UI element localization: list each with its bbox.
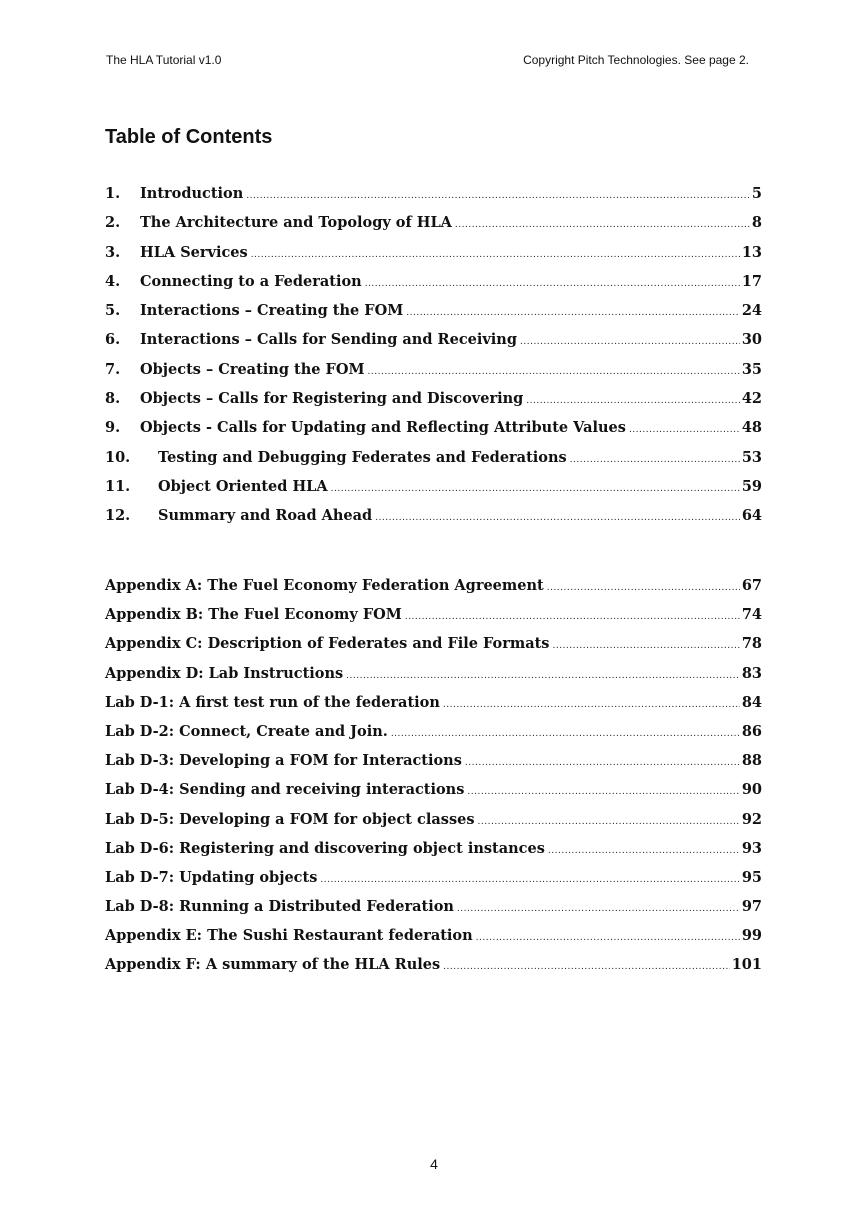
toc-entry-title: Objects - Calls for Updating and Reflecting Attribute Values xyxy=(140,419,626,437)
toc-entry-page-number: 78 xyxy=(741,635,762,653)
toc-dot-leader xyxy=(552,633,739,659)
toc-entry[interactable] xyxy=(105,748,762,777)
toc-entry[interactable] xyxy=(105,602,762,631)
toc-entry-page-number: 13 xyxy=(741,243,762,261)
toc-entry-number: 3. xyxy=(105,243,121,261)
toc-entry[interactable] xyxy=(105,327,762,356)
toc-dot-leader xyxy=(455,212,750,238)
toc-entry-title: Objects – Calls for Registering and Discovering xyxy=(140,390,524,408)
page-number: 4 xyxy=(430,1156,438,1172)
toc-entry-number: 11. xyxy=(105,477,131,495)
toc-dot-leader xyxy=(570,447,740,473)
toc-entry-number: 8. xyxy=(105,390,121,408)
toc-entry[interactable] xyxy=(105,386,762,415)
toc-entry[interactable] xyxy=(105,807,762,836)
toc-entry[interactable] xyxy=(105,661,762,690)
toc-dot-leader xyxy=(548,838,740,864)
toc-entry-title: Lab D-3: Developing a FOM for Interactions xyxy=(105,752,462,770)
toc-entry-title: Lab D-5: Developing a FOM for object classes xyxy=(105,810,475,828)
toc-entry-number: 12. xyxy=(105,507,131,525)
toc-entry-title: Appendix E: The Sushi Restaurant federation xyxy=(105,927,473,945)
toc-entry-number: 2. xyxy=(105,214,121,232)
toc-entry[interactable] xyxy=(105,503,762,532)
toc-dot-leader xyxy=(365,271,740,297)
toc-dot-leader xyxy=(320,867,739,893)
toc-entry-title: HLA Services xyxy=(140,243,248,261)
toc-entry-title: Appendix A: The Fuel Economy Federation Agreement xyxy=(105,577,544,594)
toc-entry-number: 1. xyxy=(105,185,121,202)
toc-entry[interactable] xyxy=(105,952,762,981)
toc-entry-title: Interactions – Creating the FOM xyxy=(140,302,404,320)
toc-entry-number: 7. xyxy=(105,360,121,378)
toc-dot-leader xyxy=(457,896,740,922)
toc-entry-number: 6. xyxy=(105,331,121,349)
toc-entry[interactable] xyxy=(105,240,762,269)
toc-entry-number: 4. xyxy=(105,272,121,290)
toc-dot-leader xyxy=(443,954,730,980)
toc-entry-title: Testing and Debugging Federates and Federations xyxy=(158,448,567,466)
toc-entry[interactable] xyxy=(105,269,762,298)
toc-entry-title: Object Oriented HLA xyxy=(158,477,328,495)
toc-entry[interactable] xyxy=(105,865,762,894)
toc-entry-page-number: 24 xyxy=(741,302,762,320)
toc-dot-leader xyxy=(467,779,739,805)
toc-entry-page-number: 93 xyxy=(741,839,762,857)
toc-entry[interactable] xyxy=(105,836,762,865)
toc-heading: Table of Contents xyxy=(105,126,273,148)
toc-dot-leader xyxy=(246,183,750,209)
toc-entry-title: Lab D-7: Updating objects xyxy=(105,868,318,886)
toc-entry-page-number: 97 xyxy=(741,898,762,916)
toc-entry-title: Appendix D: Lab Instructions xyxy=(105,664,344,682)
toc-entry-page-number: 92 xyxy=(741,810,762,828)
toc-entry[interactable] xyxy=(105,210,762,239)
toc-dot-leader xyxy=(346,663,740,689)
toc-entry-page-number: 30 xyxy=(741,331,762,349)
toc-entry-page-number: 5 xyxy=(751,185,762,202)
toc-dot-leader xyxy=(478,809,740,835)
toc-entry[interactable] xyxy=(105,298,762,327)
toc-dot-leader xyxy=(547,575,740,601)
toc-entry-page-number: 86 xyxy=(741,722,762,740)
toc-entry-page-number: 59 xyxy=(741,477,762,495)
page-header xyxy=(106,53,749,69)
toc-entry-title: Lab D-1: A first test run of the federation xyxy=(105,693,440,711)
toc-dot-leader xyxy=(526,388,740,414)
toc-entry[interactable] xyxy=(105,357,762,386)
header-doc-title: The HLA Tutorial v1.0 xyxy=(106,53,222,67)
toc-entry-title: Connecting to a Federation xyxy=(140,272,362,290)
toc-entry-title: Appendix B: The Fuel Economy FOM xyxy=(105,606,402,624)
toc-entry-title: Appendix C: Description of Federates and File Formats xyxy=(105,635,550,653)
toc-entry[interactable] xyxy=(105,573,762,602)
toc-entry-page-number: 67 xyxy=(741,577,762,594)
toc-entry[interactable] xyxy=(105,415,762,444)
toc-entry-number: 10. xyxy=(105,448,131,466)
toc-entry-page-number: 48 xyxy=(741,419,762,437)
toc-entry-page-number: 74 xyxy=(741,606,762,624)
toc-entry-page-number: 99 xyxy=(741,927,762,945)
toc-dot-leader xyxy=(368,359,740,385)
toc-dot-leader xyxy=(476,925,740,951)
toc-entry[interactable] xyxy=(105,445,762,474)
toc-entry-page-number: 83 xyxy=(741,664,762,682)
toc-entry[interactable] xyxy=(105,719,762,748)
toc-dot-leader xyxy=(405,604,740,630)
toc-entry[interactable] xyxy=(105,777,762,806)
toc-entry-title: Lab D-8: Running a Distributed Federation xyxy=(105,898,454,916)
toc-entry-number: 9. xyxy=(105,419,121,437)
toc-dot-leader xyxy=(443,692,740,718)
toc-entry[interactable] xyxy=(105,631,762,660)
toc-dot-leader xyxy=(406,300,740,326)
toc-entry-page-number: 42 xyxy=(741,390,762,408)
toc-entry-title: Lab D-4: Sending and receiving interactions xyxy=(105,781,465,799)
toc-entry-page-number: 101 xyxy=(731,956,762,974)
toc-entry-number: 5. xyxy=(105,302,121,320)
toc-entry[interactable] xyxy=(105,690,762,719)
toc-dot-leader xyxy=(629,417,740,443)
toc-entry-page-number: 64 xyxy=(741,507,762,525)
toc-entry-title: Introduction xyxy=(140,185,244,202)
toc-entry-page-number: 95 xyxy=(741,868,762,886)
toc-chapters-list xyxy=(105,181,762,533)
toc-entry-title: Interactions – Calls for Sending and Receiving xyxy=(140,331,517,349)
toc-entry[interactable] xyxy=(105,474,762,503)
toc-appendices-list xyxy=(105,573,762,982)
header-copyright: Copyright Pitch Technologies. See page 2. xyxy=(523,53,749,67)
toc-entry-title: Summary and Road Ahead xyxy=(158,507,373,525)
toc-dot-leader xyxy=(520,329,740,355)
toc-entry-page-number: 17 xyxy=(741,272,762,290)
toc-dot-leader xyxy=(375,505,740,531)
toc-entry[interactable] xyxy=(105,181,762,210)
toc-entry[interactable] xyxy=(105,923,762,952)
toc-entry-page-number: 35 xyxy=(741,360,762,378)
toc-entry-page-number: 84 xyxy=(741,693,762,711)
toc-dot-leader xyxy=(331,476,740,502)
toc-entry-title: Appendix F: A summary of the HLA Rules xyxy=(105,956,441,974)
toc-entry-page-number: 8 xyxy=(751,214,762,232)
toc-entry-title: Lab D-6: Registering and discovering object instances xyxy=(105,839,545,857)
toc-entry[interactable] xyxy=(105,894,762,923)
toc-entry-title: The Architecture and Topology of HLA xyxy=(140,214,452,232)
toc-entry-title: Lab D-2: Connect, Create and Join. xyxy=(105,722,388,740)
toc-entry-page-number: 88 xyxy=(741,752,762,770)
toc-entry-page-number: 90 xyxy=(741,781,762,799)
toc-dot-leader xyxy=(465,750,740,776)
toc-entry-page-number: 53 xyxy=(741,448,762,466)
toc-dot-leader xyxy=(251,242,740,268)
toc-entry-title: Objects – Creating the FOM xyxy=(140,360,365,378)
toc-dot-leader xyxy=(391,721,740,747)
